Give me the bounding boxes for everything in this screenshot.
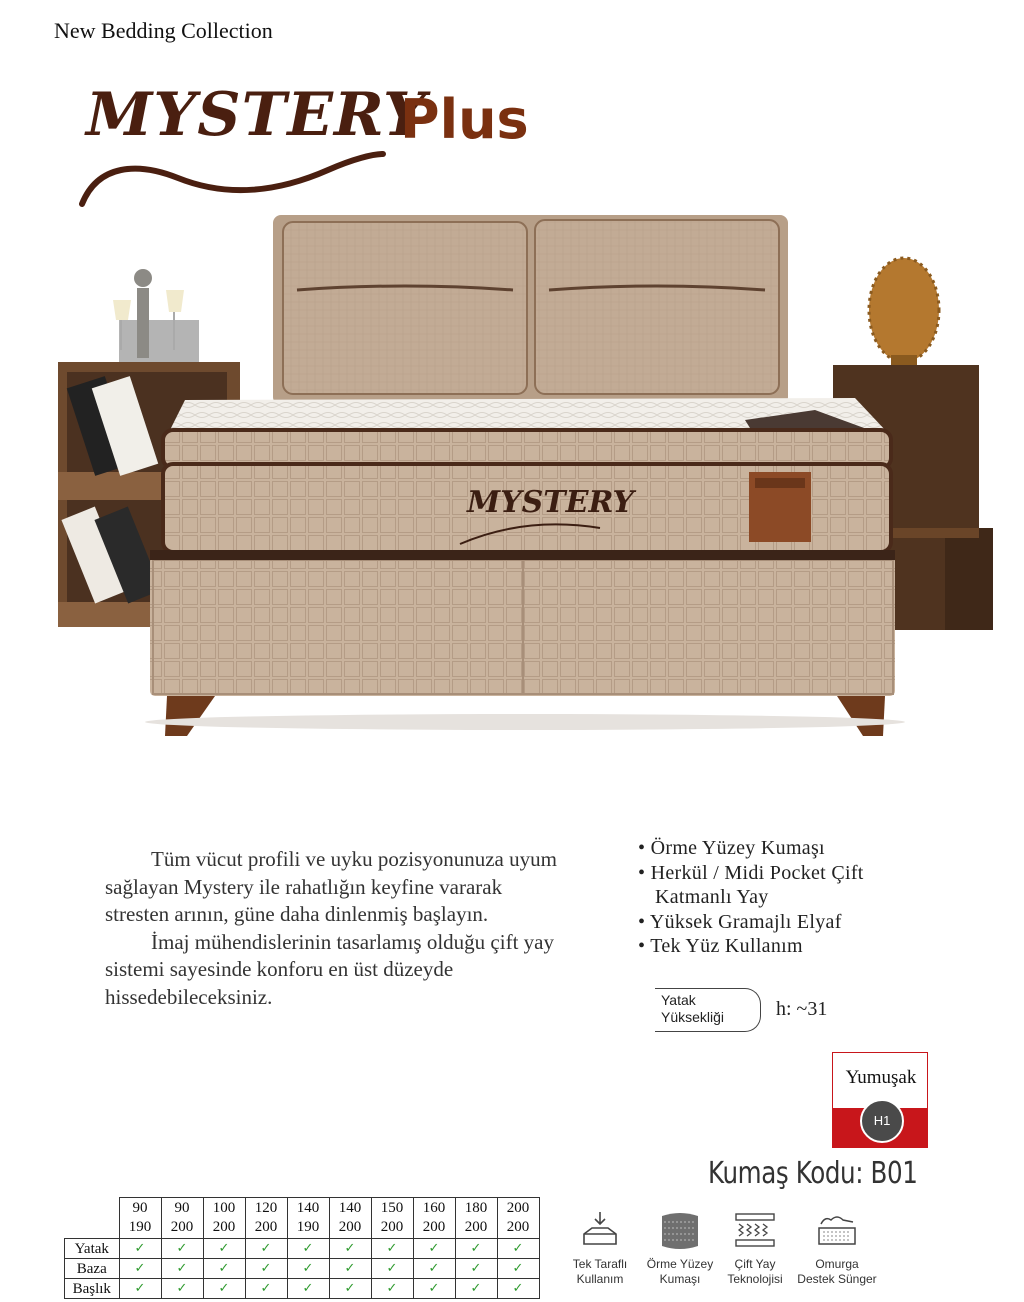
firmness-code: H1	[860, 1099, 904, 1143]
product-description	[105, 846, 565, 1011]
size-header: 150 200	[371, 1198, 413, 1239]
check-icon: ✓	[245, 1259, 287, 1279]
firmness-label: Yumuşak	[845, 1067, 917, 1088]
size-header: 140 190	[287, 1198, 329, 1239]
check-icon: ✓	[287, 1259, 329, 1279]
knit-fabric-icon	[658, 1210, 702, 1252]
tech-caption: Çift Yay Teknolojisi	[727, 1257, 783, 1286]
check-icon: ✓	[245, 1239, 287, 1259]
firmness-badge	[832, 1052, 928, 1148]
check-icon: ✓	[455, 1279, 497, 1299]
table-row	[65, 1259, 540, 1279]
check-icon: ✓	[287, 1279, 329, 1299]
collection-title: New Bedding Collection	[54, 18, 273, 43]
check-icon: ✓	[161, 1279, 203, 1299]
check-icon: ✓	[413, 1279, 455, 1299]
check-icon: ✓	[287, 1239, 329, 1259]
logo-swoosh	[78, 144, 398, 210]
spine-foam-icon	[815, 1210, 859, 1252]
check-icon: ✓	[161, 1239, 203, 1259]
tech-caption: Omurga Destek Sünger	[797, 1257, 877, 1286]
check-icon: ✓	[329, 1259, 371, 1279]
row-label: Başlık	[65, 1279, 120, 1299]
check-icon: ✓	[413, 1239, 455, 1259]
height-label-line1: Yatak	[661, 992, 696, 1008]
check-icon: ✓	[161, 1259, 203, 1279]
check-icon: ✓	[371, 1279, 413, 1299]
check-icon: ✓	[203, 1239, 245, 1259]
bed-base	[145, 550, 905, 736]
check-icon: ✓	[413, 1259, 455, 1279]
mattress-height-value: h: ~31	[776, 998, 828, 1020]
size-header: 160 200	[413, 1198, 455, 1239]
table-corner	[65, 1198, 120, 1239]
check-icon: ✓	[203, 1279, 245, 1299]
tech-spine-foam	[794, 1210, 880, 1287]
check-icon: ✓	[497, 1239, 539, 1259]
brand-name: MYSTERY	[86, 80, 427, 150]
feature-item: • Yüksek Gramajlı Elyaf	[638, 910, 938, 935]
feature-item: • Tek Yüz Kullanım	[638, 934, 938, 959]
row-label: Baza	[65, 1259, 120, 1279]
tech-caption: Örme Yüzey Kumaşı	[646, 1257, 714, 1286]
size-header: 200 200	[497, 1198, 539, 1239]
check-icon: ✓	[119, 1259, 161, 1279]
brand-suffix: Plus	[400, 88, 529, 151]
bed-illustration	[55, 210, 1000, 740]
table-row	[65, 1279, 540, 1299]
check-icon: ✓	[455, 1259, 497, 1279]
tech-single-side	[557, 1210, 643, 1287]
feature-list	[638, 836, 938, 959]
check-icon: ✓	[245, 1279, 287, 1299]
check-icon: ✓	[371, 1239, 413, 1259]
feature-item: • Örme Yüzey Kumaşı	[638, 836, 938, 861]
headboard	[273, 215, 788, 405]
check-icon: ✓	[497, 1279, 539, 1299]
check-icon: ✓	[203, 1259, 245, 1279]
row-label: Yatak	[65, 1239, 120, 1259]
size-table	[64, 1197, 540, 1299]
height-label-line2: Yüksekliği	[661, 1009, 725, 1025]
check-icon: ✓	[497, 1259, 539, 1279]
size-header: 180 200	[455, 1198, 497, 1239]
double-spring-icon	[733, 1210, 777, 1252]
check-icon: ✓	[119, 1279, 161, 1299]
tech-knit-fabric	[637, 1210, 723, 1287]
tech-caption: Tek Taraflı Kullanım	[572, 1257, 628, 1286]
size-header: 90 190	[119, 1198, 161, 1239]
description-paragraph-1: Tüm vücut profili ve uyku pozisyonunuza uyum sağlayan Mystery ile rahatlığın keyfine vararak stresten arının, güne daha dinlenmiş başlayın.	[105, 847, 557, 926]
brand-logo	[78, 80, 548, 215]
fabric-code: Kumaş Kodu: B01	[708, 1156, 918, 1191]
single-side-icon	[578, 1210, 622, 1252]
check-icon: ✓	[371, 1259, 413, 1279]
feature-item: • Herkül / Midi Pocket Çift Katmanlı Yay	[638, 861, 938, 910]
mattress	[163, 398, 891, 552]
check-icon: ✓	[329, 1239, 371, 1259]
mattress-brand-label: MYSTERY	[467, 485, 634, 520]
size-header: 90 200	[161, 1198, 203, 1239]
check-icon: ✓	[329, 1279, 371, 1299]
table-row	[65, 1239, 540, 1259]
mattress-height-label	[655, 988, 761, 1032]
size-header: 100 200	[203, 1198, 245, 1239]
size-header-row	[65, 1198, 540, 1239]
check-icon: ✓	[119, 1239, 161, 1259]
description-paragraph-2: İmaj mühendislerinin tasarlamış olduğu çift yay sistemi sayesinde konforu en üst düzeyde hissedebileceksiniz.	[105, 929, 554, 1009]
check-icon: ✓	[455, 1239, 497, 1259]
tech-double-spring	[712, 1210, 798, 1287]
size-header: 120 200	[245, 1198, 287, 1239]
size-header: 140 200	[329, 1198, 371, 1239]
